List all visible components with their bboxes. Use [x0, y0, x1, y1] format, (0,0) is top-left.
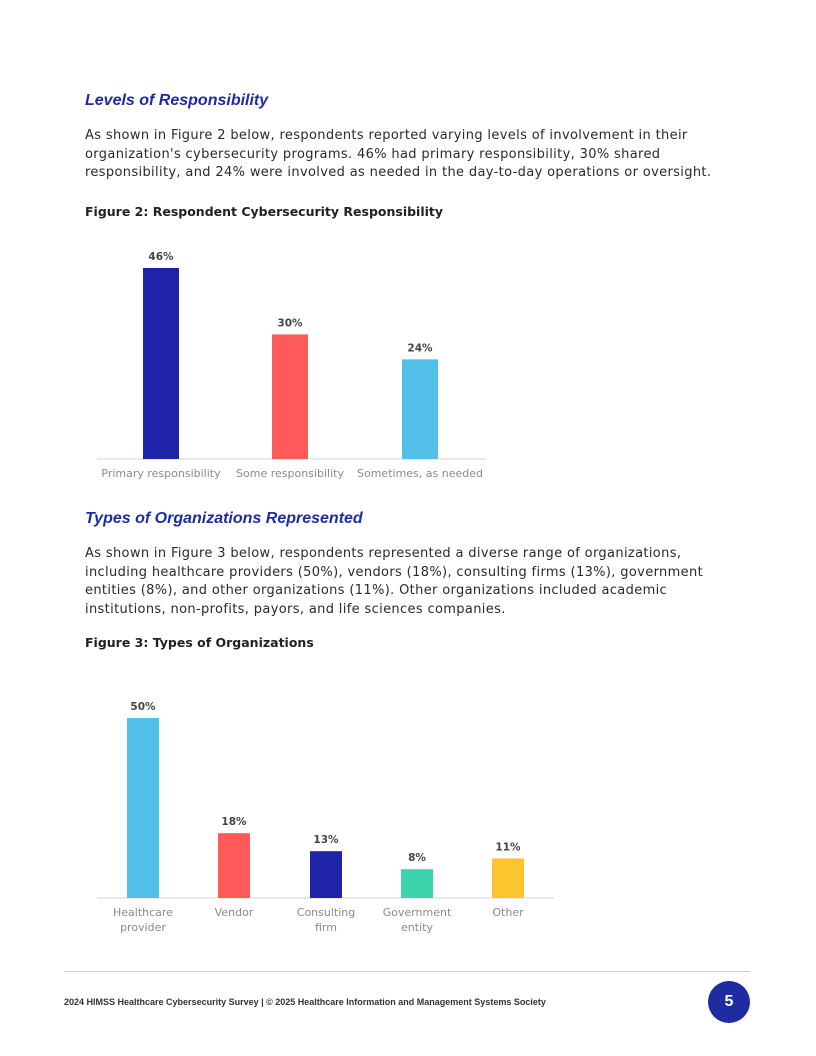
category-label-consulting-firm: Consulting firm: [296, 906, 356, 934]
category-label-government-entity: Government entity: [382, 906, 452, 934]
value-label-vendor: 18%: [221, 816, 247, 829]
figure-2-caption: Figure 2: Respondent Cybersecurity Responsibility: [85, 204, 444, 219]
section-paragraph-organizations: As shown in Figure 3 below, respondents represented a diverse range of organizations, including healthcare providers (50%), vendors (18%), consulting firms (13%), government entities (8%), and other organizations (11%). Other organizations included academic institutions, non-profits, payors, and life sciences companies.: [85, 546, 704, 617]
section-paragraph-responsibility: As shown in Figure 2 below, respondents reported varying levels of involvement in their organization's cybersecurity programs. 46% had primary responsibility, 30% shared responsibility, and 24% were involved as needed in the day-to-day operations or oversight.: [85, 128, 712, 181]
section-heading-organizations: Types of Organizations Represented: [85, 510, 363, 527]
footer-divider: [64, 971, 750, 972]
category-label-some-responsibility: Some responsibility: [236, 467, 344, 480]
figure-3-caption: Figure 3: Types of Organizations: [85, 635, 314, 650]
value-label-some-responsibility: 30%: [277, 317, 303, 330]
bar-vendor: [218, 833, 250, 898]
value-label-sometimes-as-needed: 24%: [407, 342, 433, 355]
bar-other: [492, 858, 524, 898]
figure-3-bar-chart: [0, 690, 816, 950]
bar-some-responsibility: [272, 334, 308, 459]
category-label-healthcare-provider: Healthcare provider: [113, 906, 173, 934]
value-label-government-entity: 8%: [408, 852, 426, 865]
bar-government-entity: [401, 869, 433, 898]
bar-healthcare-provider: [127, 718, 159, 898]
page-number-badge: 5: [708, 981, 750, 1023]
value-label-other: 11%: [495, 841, 521, 854]
bar-sometimes-as-needed: [402, 359, 438, 459]
bar-consulting-firm: [310, 851, 342, 898]
value-label-consulting-firm: 13%: [313, 834, 339, 847]
category-label-primary-responsibility: Primary responsibility: [101, 467, 221, 480]
category-label-sometimes-as-needed: Sometimes, as needed: [357, 467, 483, 480]
value-label-primary-responsibility: 46%: [148, 251, 174, 263]
value-label-healthcare-provider: 50%: [130, 701, 156, 713]
section-heading-responsibility: Levels of Responsibility: [85, 92, 269, 109]
figure-2-bar-chart: [0, 238, 816, 488]
footer-text: 2024 HIMSS Healthcare Cybersecurity Survey | © 2025 Healthcare Information and Management Systems Society: [64, 997, 546, 1007]
category-label-vendor: Vendor: [214, 906, 254, 919]
bar-primary-responsibility: [143, 268, 179, 459]
category-label-other: Other: [492, 906, 524, 919]
